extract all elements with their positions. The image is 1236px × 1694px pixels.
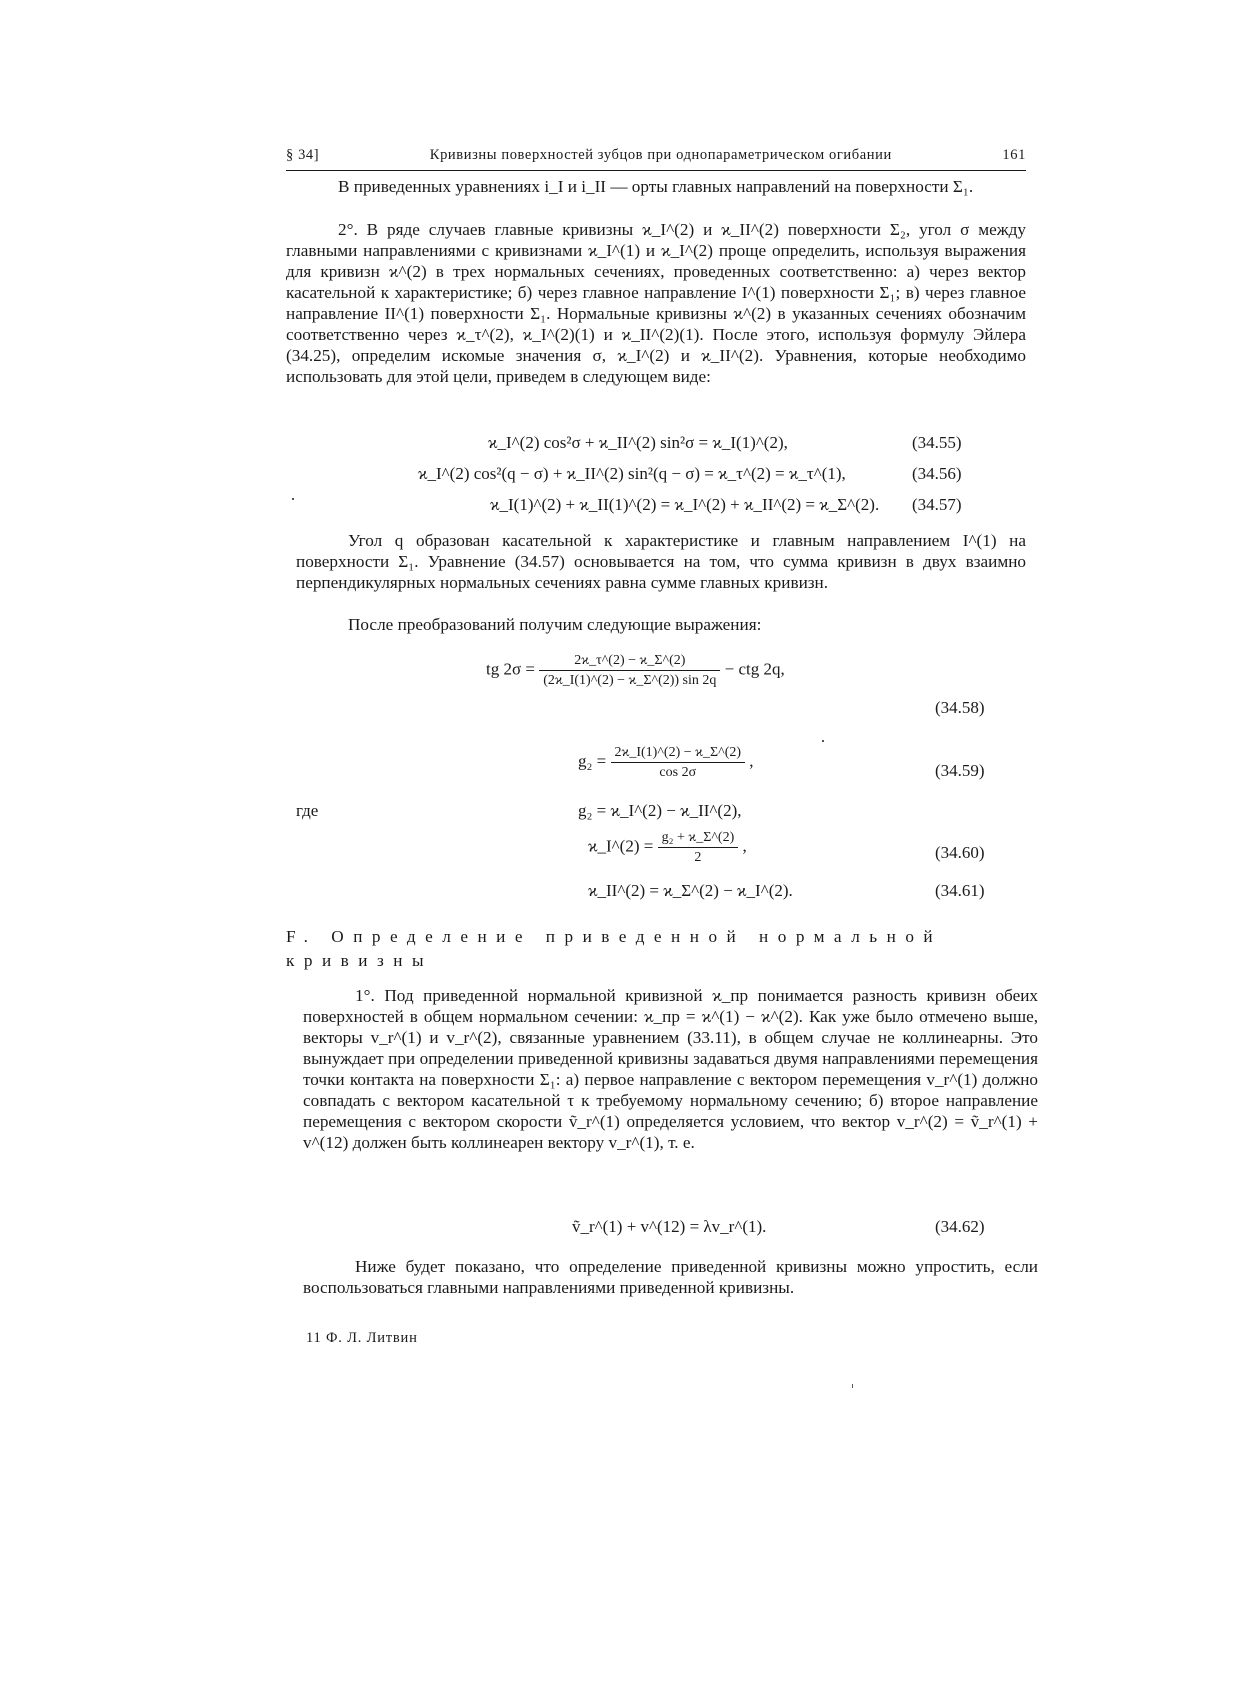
equation-number-34-55: (34.55): [912, 433, 962, 452]
paragraph-5: 1°. Под приведенной нормальной кривизной ϰ_пр понимается разность кривизн обеих поверхностей в общем нормальном сечении: ϰ_пр = ϰ^(1) − ϰ^(2). Как уже было отмечено выше, векторы v_r^(1) и v_r^(2), связанные уравнением (33.11), в общем случае не коллинеарны. Это вынуждает при определении приведенной кривизны задаваться двумя направлениями перемещения точки контакта на поверхности Σ₁: а) первое направление с вектором перемещения v_r^(1) должно совпадать с вектором касательной τ к требуемому нормальному сечению; б) второе направление перемещения с вектором скорости ṽ_r^(1) определяется условием, что вектор v_r^(2) = ṽ_r^(1) + v^(12) должен быть коллинеарен вектору v_r^(1), т. е.: [303, 986, 1038, 1152]
header-rule: [286, 170, 1026, 171]
where-label: где: [296, 801, 319, 820]
equation-number-34-62: (34.62): [935, 1217, 985, 1236]
equation-number-34-57: (34.57): [912, 495, 962, 514]
eq60-lhs: ϰ_I^(2) =: [588, 836, 654, 856]
equation-34-61: ϰ_II^(2) = ϰ_Σ^(2) − ϰ_I^(2).: [588, 881, 793, 900]
paragraph-4: После преобразований получим следующие выражения:: [348, 615, 762, 634]
equation-34-62: ṽ_r^(1) + v^(12) = λv_r^(1).: [572, 1217, 767, 1236]
scan-speck: [822, 740, 824, 742]
equation-number-34-61: (34.61): [935, 881, 985, 900]
equation-number-34-56: (34.56): [912, 464, 962, 483]
eq58-lhs: tg 2σ =: [486, 659, 535, 679]
eq59-rhs: ,: [749, 751, 754, 771]
paragraph-6: Ниже будет показано, что определение приведенной кривизны можно упростить, если воспользоваться главными направлениями приведенной кривизны.: [303, 1257, 1038, 1297]
equation-34-56: ϰ_I^(2) cos²(q − σ) + ϰ_II^(2) sin²(q − σ) = ϰ_τ^(2) = ϰ_τ^(1),: [418, 464, 846, 483]
section-title: F. Определение приведенной нормальной кривизны: [286, 927, 943, 970]
eq59-fraction: [611, 744, 746, 781]
eq60-rhs: ,: [742, 836, 747, 856]
header-title: Кривизны поверхностей зубцов при однопараметрическом огибании: [429, 147, 892, 163]
running-header: [286, 147, 1026, 164]
eq60-numerator: g₂ + ϰ_Σ^(2): [658, 829, 739, 848]
equation-number-34-58: (34.58): [935, 698, 985, 717]
eq60-denominator: 2: [694, 850, 702, 865]
equation-34-57: ϰ_I(1)^(2) + ϰ_II(1)^(2) = ϰ_I^(2) + ϰ_II^(2) = ϰ_Σ^(2).: [490, 495, 880, 514]
eq59-lhs: g₂ =: [578, 751, 607, 771]
equation-34-58: [486, 652, 785, 689]
scan-speck: [292, 498, 294, 500]
eq58-denominator: (2ϰ_I(1)^(2) − ϰ_Σ^(2)) sin 2q: [543, 673, 717, 688]
scan-speck: [852, 1384, 853, 1388]
paragraph-1: В приведенных уравнениях i_I и i_II — орты главных направлений на поверхности Σ₁.: [338, 177, 974, 196]
eq58-numerator: 2ϰ_τ^(2) − ϰ_Σ^(2): [539, 652, 720, 671]
eq59-numerator: 2ϰ_I(1)^(2) − ϰ_Σ^(2): [611, 744, 746, 763]
equation-number-34-60: (34.60): [935, 843, 985, 862]
equation-g2: g₂ = ϰ_I^(2) − ϰ_II^(2),: [578, 801, 742, 820]
eq58-fraction: [539, 652, 720, 689]
equation-34-55: ϰ_I^(2) cos²σ + ϰ_II^(2) sin²σ = ϰ_I(1)^(2),: [488, 433, 788, 452]
paragraph-2: 2°. В ряде случаев главные кривизны ϰ_I^(2) и ϰ_II^(2) поверхности Σ₂, угол σ между главными направлениями с кривизнами ϰ_I^(1) и ϰ_I^(2) проще определить, используя выражения для кривизн ϰ^(2) в трех нормальных сечениях, проведенных соответственно: а) через вектор касательной к характеристике; б) через главное направление I^(1) поверхности Σ₁; в) через главное направление II^(1) поверхности Σ₁. Нормальные кривизны ϰ^(2) в указанных сечениях обозначим соответственно через ϰ_τ^(2), ϰ_I^(2)(1) и ϰ_II^(2)(1). После этого, используя формулу Эйлера (34.25), определим искомые значения σ, ϰ_I^(2) и ϰ_II^(2). Уравнения, которые необходимо использовать для этой цели, приведем в следующем виде:: [286, 220, 1026, 386]
header-page-number: 161: [1002, 147, 1026, 163]
equation-34-59: [578, 744, 754, 781]
paragraph-3: Угол q образован касательной к характеристике и главным направлением I^(1) на поверхности Σ₁. Уравнение (34.57) основывается на том, что сумма кривизн в двух взаимно перпендикулярных нормальных сечениях равна сумме главных кривизн.: [296, 531, 1026, 592]
eq58-rhs: − ctg 2q,: [724, 659, 785, 679]
footer-signature: 11 Ф. Л. Литвин: [306, 1330, 418, 1346]
equation-34-60: [588, 829, 747, 866]
header-section: § 34]: [286, 147, 320, 163]
eq59-denominator: cos 2σ: [659, 765, 697, 780]
equation-number-34-59: (34.59): [935, 761, 985, 780]
eq60-fraction: [658, 829, 739, 866]
